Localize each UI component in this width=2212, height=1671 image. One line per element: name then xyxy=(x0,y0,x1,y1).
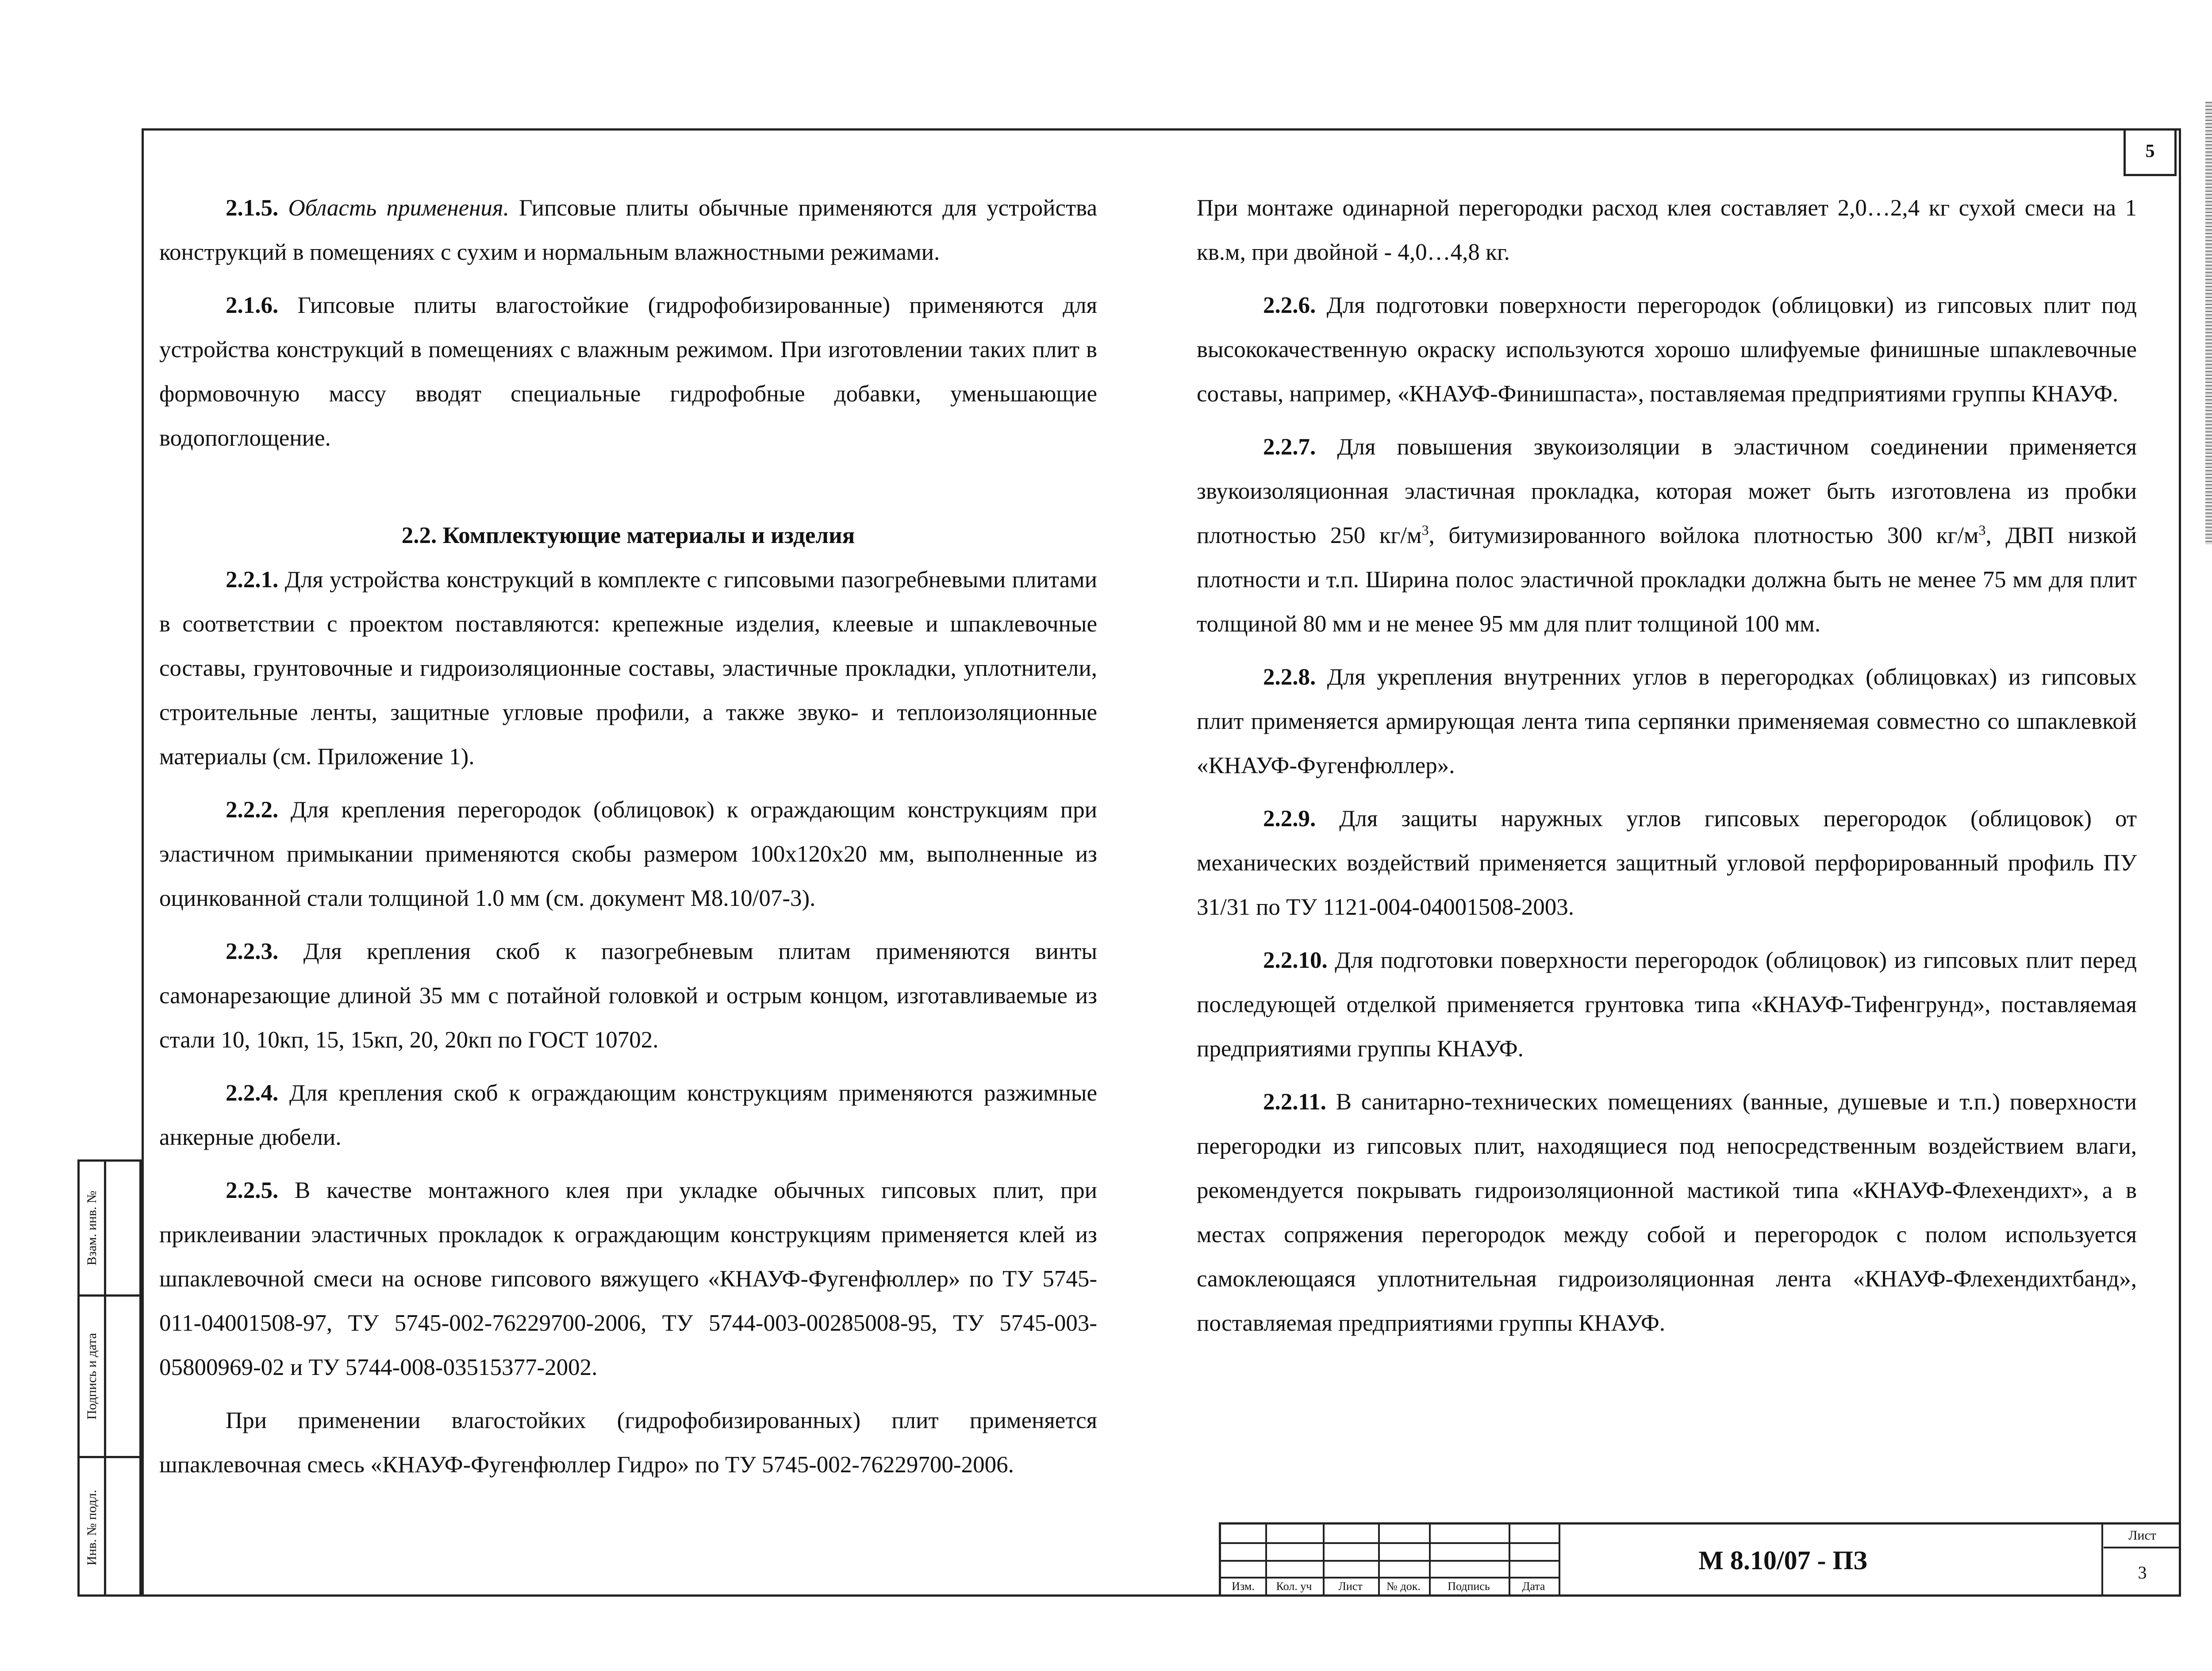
page-number: 5 xyxy=(2124,128,2177,176)
paragraph-2-2-8 xyxy=(1197,655,2137,788)
paragraph-2-2-10 xyxy=(1197,938,2137,1071)
title-block-col-line xyxy=(1559,1525,1560,1597)
clause-number: 2.2.2. xyxy=(226,797,279,823)
clause-number: 2.2.8. xyxy=(1263,664,1316,690)
paragraph-text: Для подготовки поверхности перегородок (облицовок) из гипсовых плит перед последующей отделкой применяется грунтовка типа «КНАУФ-Тифенгрунд», поставляемая предприятиями группы КНАУФ. xyxy=(1197,947,2137,1062)
paragraph-2-1-6 xyxy=(159,283,1097,460)
clause-title: Область применения. xyxy=(288,195,509,221)
strip-cell-inv xyxy=(80,1458,106,1597)
clause-number: 2.2.4. xyxy=(226,1080,279,1106)
title-block-label-podpis: Подпись xyxy=(1448,1580,1490,1593)
clause-number: 2.2.7. xyxy=(1263,434,1316,460)
paragraph-text: Для крепления перегородок (облицовок) к ограждающим конструкциям при эластичном примыкании применяются скобы размером 100х120х20 мм, выполненные из оцинкованной стали толщиной 1.0 мм (см. документ М8.10/07-3). xyxy=(159,797,1097,911)
paragraph-2-2-5 xyxy=(159,1168,1097,1390)
paragraph-text: Для крепления скоб к ограждающим конструкциям применяются разжимные анкерные дюбели. xyxy=(159,1080,1097,1150)
superscript: 3 xyxy=(1421,522,1429,538)
paragraph-text: Для устройства конструкций в комплекте с гипсовыми пазогребневыми плитами в соответствии с проектом поставляются: крепежные изделия, клеевые и шпаклевочные составы, грунтовочные и гидроизоляционные составы, эластичные прокладки, уплотнители, строительные ленты, защитные угловые профили, а также звуко- и теплоизоляционные материалы (см. Приложение 1). xyxy=(159,567,1097,770)
paragraph-2-2-6 xyxy=(1197,283,2137,416)
clause-number: 2.2.9. xyxy=(1263,806,1316,832)
scan-edge-artifact xyxy=(2205,102,2212,544)
title-block-row-line xyxy=(1221,1560,1559,1562)
paragraph-2-2-1 xyxy=(159,558,1097,779)
paragraph-text: Для защиты наружных углов гипсовых перегородок (облицовок) от механических воздействий применяется защитный угловой перфорированный профиль ПУ 31/31 по ТУ 1121-004-04001508-2003. xyxy=(1197,806,2137,920)
clause-number: 2.2.11. xyxy=(1263,1089,1326,1115)
clause-number: 2.1.6. xyxy=(226,293,279,318)
sheet-number: 3 xyxy=(2138,1563,2147,1582)
paragraph-text: В качестве монтажного клея при укладке обычных гипсовых плит, при приклеивании эластичных прокладок к ограждающим конструкциям применяется клей из шпаклевочной смеси на основе гипсового вяжущего «КНАУФ-Фугенфюллер» по ТУ 5745-011-04001508-97, ТУ 5745-002-76229700-2006, ТУ 5744-003-00285008-95, ТУ 5745-003-05800969-02 и ТУ 5744-008-03515377-2002. xyxy=(159,1178,1097,1380)
paragraph-text: Гипсовые плиты влагостойкие (гидрофобизированные) применяются для устройства конструкций в помещениях с влажным режимом. При изготовлении таких плит в формовочную массу вводят специальные гидрофобные добавки, уменьшающие водопоглощение. xyxy=(159,293,1097,451)
paragraph-continuation: При монтаже одинарной перегородки расход клея составляет 2,0…2,4 кг сухой смеси на 1 кв.м, при двойной - 4,0…4,8 кг. xyxy=(1197,195,2137,265)
section-heading: 2.2. Комплектующие материалы и изделия xyxy=(401,523,855,548)
strip-cell-vzam xyxy=(80,1162,106,1294)
paragraph-2-1-5 xyxy=(159,186,1097,274)
paragraph-text: Гипсовые плиты обычные применяются для устройства конструкций в помещениях с сухим и нормальным влажностными режимами. xyxy=(159,195,1097,265)
document-designation: М 8.10/07 - ПЗ xyxy=(1698,1546,1867,1575)
paragraph-text: , ДВП низкой плотности и т.п. Ширина полос эластичной прокладки должна быть не менее 75 мм для плит толщиной 80 мм и не менее 95 мм для плит толщиной 100 мм. xyxy=(1197,523,2137,637)
paragraph-text: Для крепления скоб к пазогребневым плитам применяются винты самонарезающие длиной 35 мм с потайной головкой и острым концом, изготавливаемые из стали 10, 10кп, 15, 15кп, 20, 20кп по ГОСТ 10702. xyxy=(159,939,1097,1053)
paragraph-2-2-11 xyxy=(1197,1080,2137,1345)
title-block xyxy=(1219,1522,2181,1597)
title-block-label-kol: Кол. уч xyxy=(1276,1580,1312,1593)
paragraph-2-2-7 xyxy=(1197,425,2137,646)
paragraph-text: , битумизированного войлока плотностью 300 кг/м xyxy=(1429,523,1979,548)
strip-label-inv: Инв. № подл. xyxy=(84,1490,99,1565)
paragraph-text: В санитарно-технических помещениях (ванные, душевые и т.п.) поверхности перегородки из гипсовых плит, находящиеся под непосредственным воздействием влаги, рекомендуется покрывать гидроизоляционной мастикой типа «КНАУФ-Флехендихт», а в местах сопряжения перегородок между собой и перегородок с полом используется самоклеющаяся уплотнительная гидроизоляционная лента «КНАУФ-Флехендихтбанд», поставляемая предприятиями группы КНАУФ. xyxy=(1197,1089,2137,1336)
paragraph-2-2-4 xyxy=(159,1071,1097,1159)
clause-number: 2.2.5. xyxy=(226,1178,279,1203)
strip-label-vzam: Взам. инв. № xyxy=(84,1190,99,1266)
title-block-label-izm: Изм. xyxy=(1232,1580,1255,1593)
title-block-label-dok: № док. xyxy=(1386,1580,1421,1593)
paragraph-text: Для укрепления внутренних углов в перегородках (облицовках) из гипсовых плит применяется армирующая лента типа серпянки применяемая совместно со шпаклевкой «КНАУФ-Фугенфюллер». xyxy=(1197,664,2137,778)
clause-number: 2.2.6. xyxy=(1263,293,1316,318)
paragraph-2-2-9 xyxy=(1197,797,2137,929)
strip-cell-podpis xyxy=(80,1297,106,1456)
superscript: 3 xyxy=(1978,522,1986,538)
title-block-label-list: Лист xyxy=(1338,1580,1363,1593)
side-stamp-strip xyxy=(77,1159,142,1597)
paragraph-text: Для повышения звукоизоляции в эластичном соединении применяется звукоизоляционная эластичная прокладка, которая может быть изготовлена из пробки плотностью 250 кг/м xyxy=(1197,434,2137,548)
title-block-col-line xyxy=(2101,1525,2103,1597)
paragraph-text: Для подготовки поверхности перегородок (облицовки) из гипсовых плит под высококачественную окраску используются хорошо шлифуемые финишные шпаклевочные составы, например, «КНАУФ-Финишпаста», поставляемая предприятиями группы КНАУФ. xyxy=(1197,293,2137,407)
title-block-label-data: Дата xyxy=(1522,1580,1545,1593)
paragraph-2-2-3 xyxy=(159,929,1097,1062)
paragraph-2-2-5-cont: При применении влагостойких (гидрофобизированных) плит применяется шпаклевочная смесь «КНАУФ-Фугенфюллер Гидро» по ТУ 5745-002-76229700-2006. xyxy=(159,1408,1097,1478)
strip-label-podpis: Подпись и дата xyxy=(84,1333,99,1420)
clause-number: 2.2.3. xyxy=(226,939,279,964)
title-block-row-line xyxy=(1221,1542,1559,1544)
clause-number: 2.1.5. xyxy=(226,195,279,221)
clause-number: 2.2.10. xyxy=(1263,947,1328,973)
paragraph-2-2-2 xyxy=(159,788,1097,920)
sheet-label: Лист xyxy=(2104,1525,2181,1548)
clause-number: 2.2.1. xyxy=(226,567,279,593)
right-column xyxy=(1197,186,2137,1345)
left-column xyxy=(159,186,1097,1487)
